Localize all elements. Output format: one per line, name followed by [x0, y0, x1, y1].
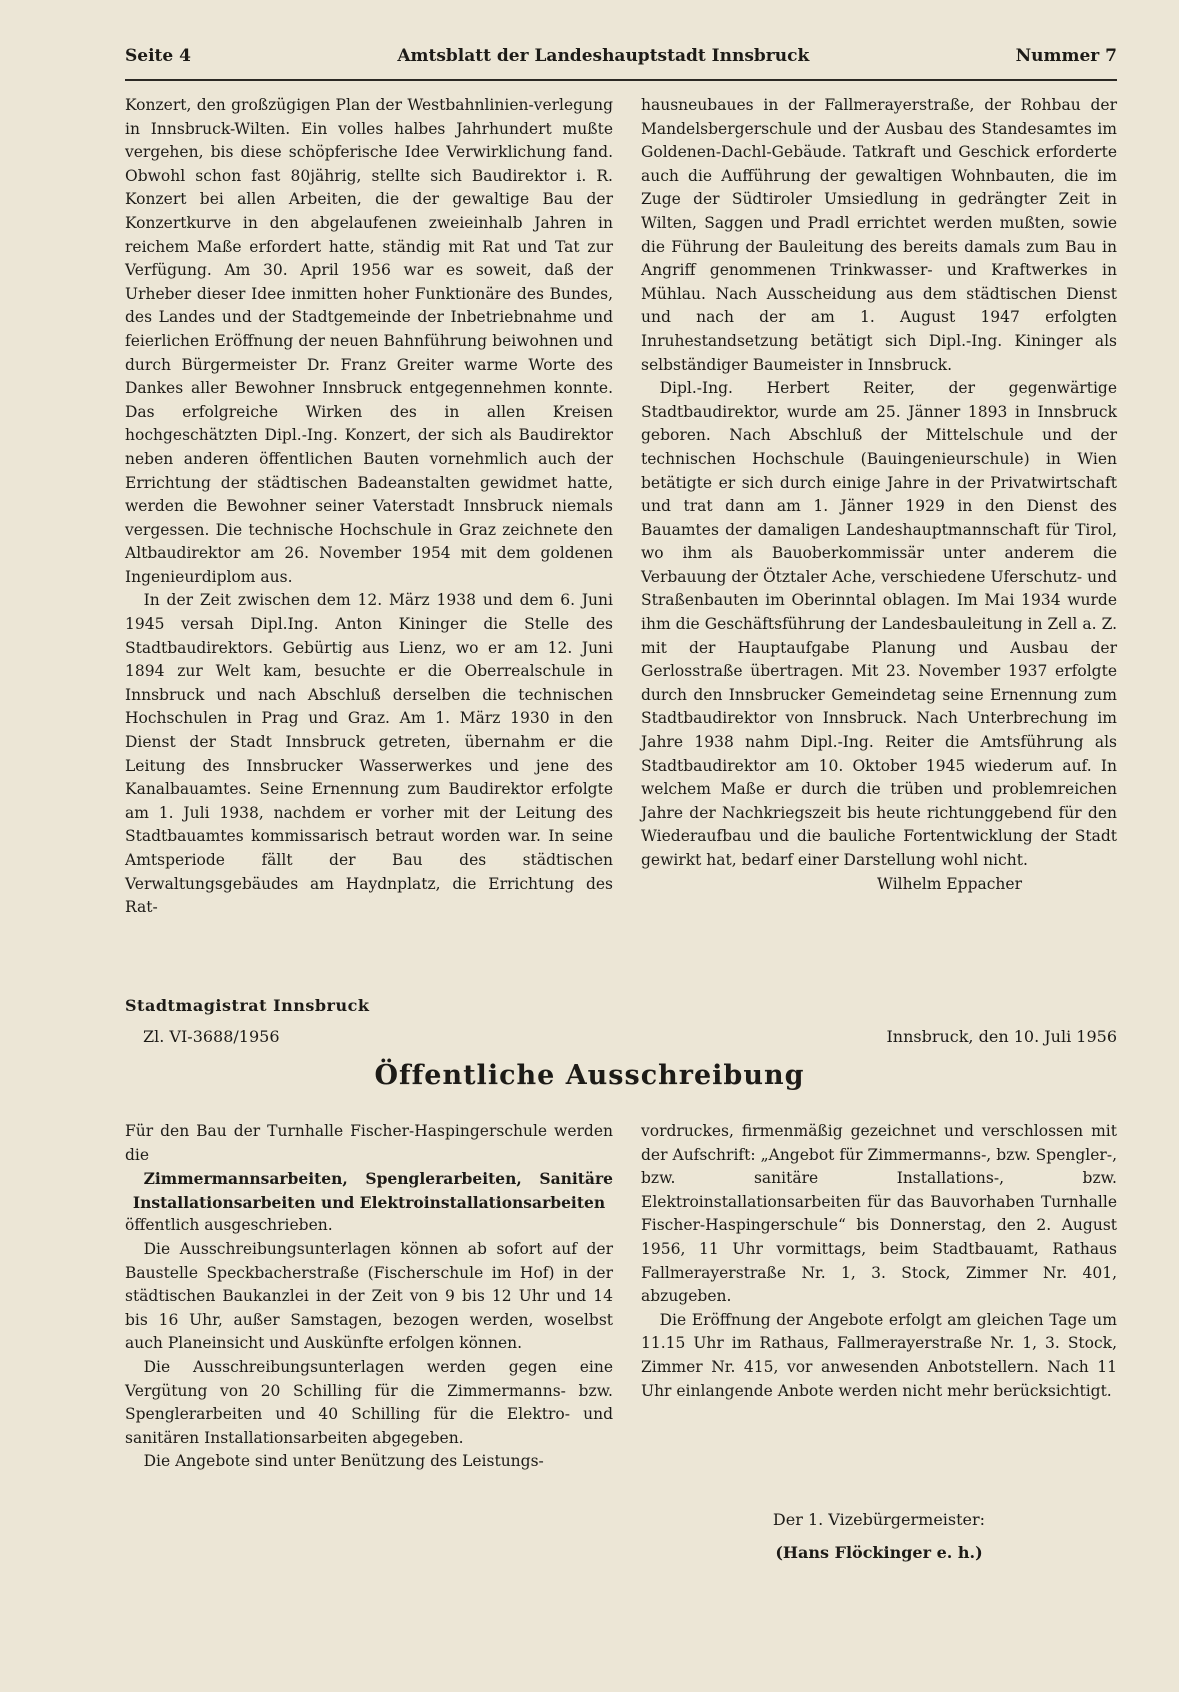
notice-title: Öffentliche Ausschreibung: [374, 1060, 805, 1091]
signatory-name: (Hans Flöckinger e. h.): [775, 1543, 983, 1562]
publication-title: Amtsblatt der Landeshauptstadt Innsbruck: [397, 46, 810, 66]
article-paragraph: Dipl.-Ing. Herbert Reiter, der gegenwärtige Stadtbaudirektor, wurde am 25. Jänner 1893 in Innsbruck geboren. Nach Abschluß der Mittelschule und der technischen Hochschule (Bauingenieurschule) in Wien betätigte er sich durch einige Jahre in der Privatwirtschaft und trat dann am 1. Jänner 1929 in den Dienst des Bauamtes der damaligen Landeshauptmannschaft für Tirol, wo ihm als Bauoberkommissär unter anderem die Verbauung der Ötztaler Ache, verschiedene Uferschutz- und Straßenbauten im Oberinntal oblagen. Im Mai 1934 wurde ihm die Geschäftsführung der Landesbauleitung in Zell a. Z. mit der Hauptaufgabe Planung und Ausbau der Gerlosstraße übertragen. Mit 23. November 1937 erfolgte durch den Innsbrucker Gemeindetag seine Ernennung zum Stadtbaudirektor von Innsbruck. Nach Unterbrechung im Jahre 1938 nahm Dipl.-Ing. Reiter die Amtsführung als Stadtbaudirektor am 10. Oktober 1945 wiederum auf. In welchem Maße er durch die trüben und problemreichen Jahre der Nachkriegszeit bis heute richtunggebend für den Wiederaufbau und die bauliche Fortentwicklung der Stadt gewirkt hat, bedarf einer Darstellung wohl nicht.: [641, 379, 1117, 869]
signatory-title: Der 1. Vizebürgermeister:: [772, 1510, 986, 1529]
notice-place-date: Innsbruck, den 10. Juli 1956: [886, 1027, 1117, 1046]
article-paragraph: hausneubaues in der Fallmerayerstraße, der Rohbau der Mandelsbergerschule und der Ausbau des Standesamtes im Goldenen-Dachl-Gebäude. Tatkraft und Geschick erforderte auch die Aufführung der gewaltigen Wohnbauten, die im Zuge der Südtiroler Umsiedlung in gedrängter Zeit in Wilten, Saggen und Pradl errichtet werden mußten, sowie die Führung der Bauleitung des bereits damals zum Bau in Angriff genommenen Trinkwasser- und Kraftwerkes in Mühlau. Nach Ausscheidung aus dem städtischen Dienst und nach der am 1. August 1947 erfolgten Inruhestandsetzung betätigt sich Dipl.-Ing. Kininger als selbständiger Baumeister in Innsbruck.: [641, 96, 1117, 374]
notice-authority: Stadtmagistrat Innsbruck: [125, 996, 370, 1015]
notice-intro: Für den Bau der Turnhalle Fischer-Haspingerschule werden die: [125, 1122, 613, 1164]
article-column-left: [125, 94, 613, 920]
notice-column-left: [125, 1120, 613, 1474]
notice-paragraph: Die Ausschreibungsunterlagen können ab sofort auf der Baustelle Speckbacherstraße (Fischerschule im Hof) in der städtischen Baukanzlei in der Zeit von 9 bis 12 Uhr und 14 bis 16 Uhr, außer Samstagen, bezogen werden, woselbst auch Planeinsicht und Auskünfte erfolgen können.: [125, 1239, 613, 1353]
article-paragraph: In der Zeit zwischen dem 12. März 1938 und dem 6. Juni 1945 versah Dipl.Ing. Anton Kininger die Stelle des Stadtbaudirektors. Gebürtig aus Lienz, wo er am 12. Juni 1894 zur Welt kam, besuchte er die Oberrealschule in Innsbruck und nach Abschluß derselben die technischen Hochschulen in Prag und Graz. Am 1. März 1930 in den Dienst der Stadt Innsbruck getreten, übernahm er die Leitung des Innsbrucker Wasserwerkes und jene des Kanalbauamtes. Seine Ernennung zum Baudirektor erfolgte am 1. Juli 1938, nachdem er vorher mit der Leitung des Stadtbauamtes kommissarisch betraut worden war. In seine Amtsperiode fällt der Bau des städtischen Verwaltungsgebäudes am Haydnplatz, die Errichtung des Rat-: [125, 591, 613, 917]
page-number: Seite 4: [125, 46, 191, 66]
notice-paragraph: Die Eröffnung der Angebote erfolgt am gleichen Tage um 11.15 Uhr im Rathaus, Fallmerayerstraße Nr. 1, 3. Stock, Zimmer Nr. 415, vor anwesenden Anbotstellern. Nach 11 Uhr einlangende Anbote werden nicht mehr berücksichtigt.: [641, 1310, 1117, 1400]
notice-column-right: [641, 1120, 1117, 1403]
issue-number: Nummer 7: [1015, 46, 1117, 66]
article-author: Wilhelm Eppacher: [877, 874, 1022, 893]
notice-paragraph: Die Angebote sind unter Benützung des Leistungs-: [143, 1452, 544, 1471]
notice-reference: Zl. VI-3688/1956: [143, 1027, 280, 1046]
notice-paragraph: Die Ausschreibungsunterlagen werden gegen eine Vergütung von 20 Schilling für die Zimmermanns- bzw. Spenglerarbeiten und 40 Schilling für die Elektro- und sanitären Installationsarbeiten abgegeben.: [125, 1357, 613, 1447]
notice-outro: öffentlich ausgeschrieben.: [125, 1216, 333, 1235]
article-paragraph: Konzert, den großzügigen Plan der Westbahnlinien-verlegung in Innsbruck-Wilten. Ein volles halbes Jahrhundert mußte vergehen, bis diese schöpferische Idee Verwirklichung fand. Obwohl schon fast 80jährig, stellte sich Baudirektor i. R. Konzert bei allen Arbeiten, die der gewaltige Bau der Konzertkurve in den abgelaufenen zweieinhalb Jahren in reichem Maße erfordert hatte, ständig mit Rat und Tat zur Verfügung. Am 30. April 1956 war es soweit, daß der Urheber dieser Idee inmitten hoher Funktionäre des Bundes, des Landes und der Stadtgemeinde der Inbetriebnahme und feierlichen Eröffnung der neuen Bahnführung beiwohnen und durch Bürgermeister Dr. Franz Greiter warme Worte des Dankes aller Bewohner Innsbruck entgegennehmen konnte. Das erfolgreiche Wirken des in allen Kreisen hochgeschätzten Dipl.-Ing. Konzert, der sich als Baudirektor neben anderen öffentlichen Bauten vornehmlich auch der Errichtung der städtischen Badeanstalten gewidmet hatte, werden die Bewohner seiner Vaterstadt Innsbruck niemals vergessen. Die technische Hochschule in Graz zeichnete den Altbaudirektor am 26. November 1954 mit dem goldenen Ingenieurdiplom aus.: [125, 96, 613, 586]
header-rule: [125, 79, 1117, 81]
article-column-right: [641, 94, 1117, 896]
notice-paragraph: vordruckes, firmenmäßig gezeichnet und verschlossen mit der Aufschrift: „Angebot für Zimmermanns-, bzw. Spengler-, bzw. sanitäre Installations-, bzw. Elektroinstallationsarbeiten für das Bauvorhaben Turnhalle Fischer-Haspingerschule“ bis Donnerstag, den 2. August 1956, 11 Uhr vormittags, beim Stadtbauamt, Rathaus Fallmerayerstraße Nr. 1, 3. Stock, Zimmer Nr. 401, abzugeben.: [641, 1122, 1117, 1306]
notice-works-heading: Zimmermannsarbeiten, Spenglerarbeiten, Sanitäre Installationsarbeiten und Elektroinstallationsarbeiten: [132, 1169, 613, 1212]
running-head: [125, 46, 1117, 72]
